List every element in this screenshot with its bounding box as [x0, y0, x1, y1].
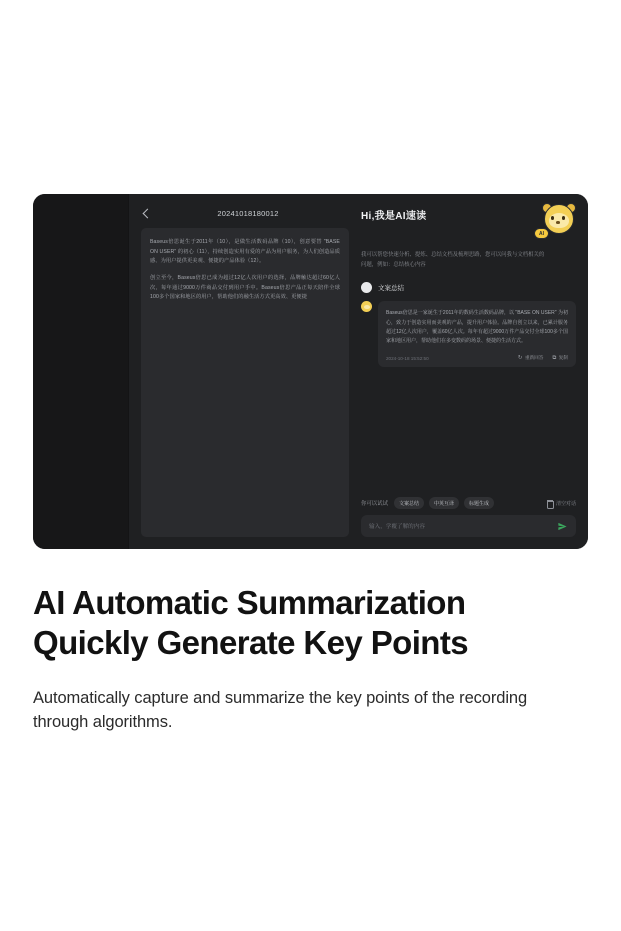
bot-message-text: Baseus倍思是一家诞生于2011年的数码生活数码品牌，以 "BASE ON USER" 为初心，致力于创造实用而美观的产品，提升用户体验。品牌自创立以来，已累计服务超过12亿人次用户，覆盖60亿人次。每年有超过9000万件产品交付全球100多个国家和地区用户，帮助他们在多变数码的场景、便捷的生活方式。: [386, 310, 568, 345]
mascot-avatar-icon: [534, 204, 576, 244]
quick-prompt-chip-title[interactable]: 标题生成: [464, 497, 494, 509]
copy-button[interactable]: [552, 355, 568, 361]
trash-icon: [547, 500, 553, 507]
bot-message-timestamp: 2024-10-18 15:52:50: [386, 355, 429, 361]
mascot-eye-right: [562, 216, 565, 220]
document-body[interactable]: [141, 228, 349, 537]
subcopy-line-2: the recording through algorithms.: [33, 688, 528, 732]
send-icon[interactable]: [556, 520, 568, 532]
document-title: 20241018180012: [217, 208, 279, 218]
ai-intro-text: 我可以帮您快速分析、提炼、总结文档及梳理思路，您可以问我与文档相关的问题，例如：总结核心内容: [361, 252, 545, 268]
device-screen: [129, 194, 588, 549]
ai-greeting: Hi,我是AI速读: [361, 211, 427, 222]
quick-prompt-chip-translate[interactable]: 中英互译: [429, 497, 459, 509]
mascot-eye-left: [551, 216, 554, 220]
ai-input-area: [361, 497, 576, 537]
headline-line-2: Quickly Generate Key Points: [33, 624, 468, 662]
ai-assistant-pane: [361, 204, 576, 537]
bot-message-bubble[interactable]: [378, 301, 576, 367]
headline-line-1: AI Automatic Summarization: [33, 584, 466, 621]
copy-label: 复制: [558, 355, 568, 361]
user-message-row: [361, 282, 576, 293]
copy-icon: ⧉: [552, 354, 557, 361]
mascot-nose: [556, 221, 560, 224]
quick-prompt-chip-summary[interactable]: 文案总结: [394, 497, 424, 509]
device-left-edge: [33, 194, 129, 549]
chat-input-placeholder: 输入，学覆了解的内容: [369, 524, 425, 530]
quick-prompts-label: 你可以试试: [361, 501, 388, 507]
tablet-device: [33, 194, 588, 549]
document-paragraph: 创立至今，Baseus倍思已成为超过12亿人次用户的选择，品牌触达超过60亿人次，每年通过9000万件商品交付到用户手中。Baseus倍思产品正每天陪伴全球100多个国家和地区的用户，帮助他们的融生活方式更高效、更便捷: [150, 274, 340, 301]
back-chevron-icon[interactable]: [141, 207, 153, 219]
ai-header: [361, 204, 576, 244]
marketing-copy: [33, 583, 593, 735]
user-avatar: [361, 282, 372, 293]
subcopy: [33, 686, 563, 736]
document-header: [141, 204, 349, 222]
ai-badge: AI: [534, 228, 549, 239]
regenerate-label: 重新回答: [524, 355, 544, 361]
regenerate-button[interactable]: [518, 355, 544, 361]
clear-conversation-label: 清空对话: [555, 500, 576, 507]
bot-message-footer: [386, 355, 568, 361]
clear-conversation-button[interactable]: [547, 500, 576, 507]
refresh-icon: ↻: [517, 354, 523, 361]
document-pane: [141, 204, 349, 537]
bot-message-row: [361, 301, 576, 367]
subcopy-line-1: Automatically capture and summarize the key points of: [33, 688, 428, 707]
headline: [33, 583, 593, 664]
user-message-text: 文案总结: [378, 285, 404, 293]
quick-prompt-row: [361, 497, 576, 509]
chat-input-bar[interactable]: [361, 515, 576, 537]
document-paragraph: Baseus倍思诞生于2011年（10），是做生活数码品牌（10），创意要替 "BASE ON USER" 的初心（11），持续创造实用有爱的产品为用户服务，为人们创造品质感、为用户提供更美观、便捷的产品体验（12）。: [150, 239, 340, 265]
bot-avatar: [361, 301, 372, 312]
bot-message-actions: [518, 355, 568, 361]
